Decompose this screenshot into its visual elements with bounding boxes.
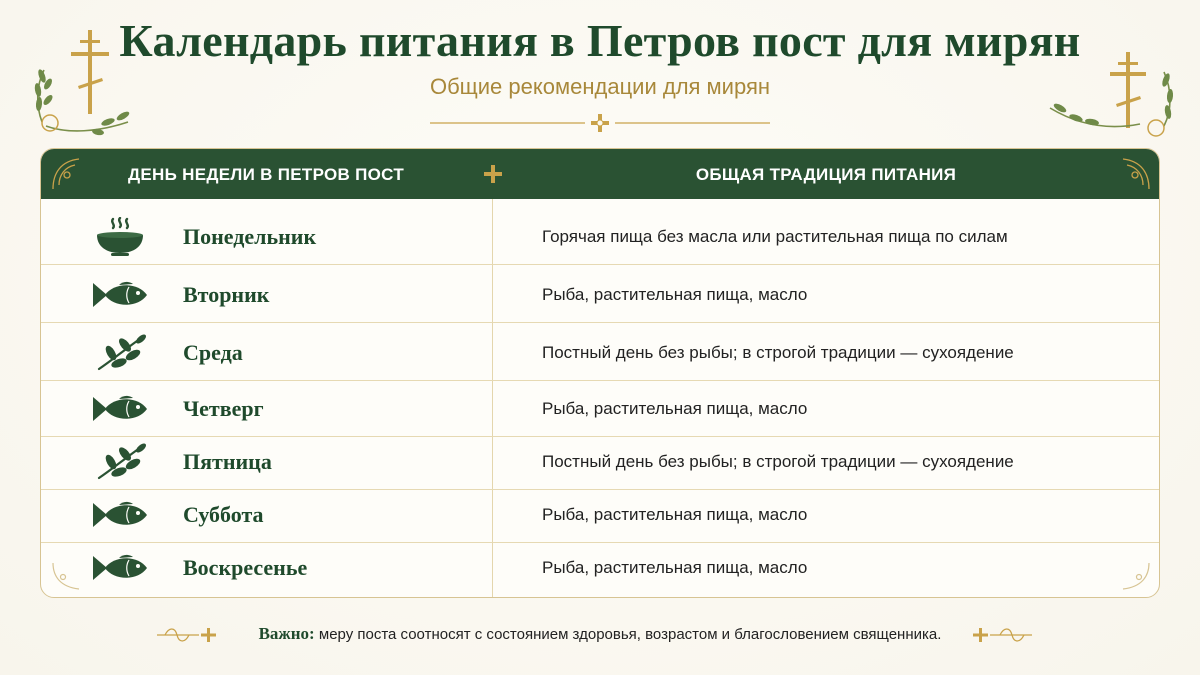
ornamental-divider-icon (430, 113, 770, 133)
fish-icon (89, 389, 151, 429)
table-row (41, 325, 1159, 381)
page-subtitle: Общие рекомендации для мирян (429, 74, 771, 99)
herb-branch-icon (89, 442, 151, 482)
food-tradition: Рыба, растительная пища, масло (542, 505, 808, 524)
table-row (41, 381, 1159, 437)
day-label: Пятница (183, 449, 272, 474)
fish-icon (89, 275, 151, 315)
corner-ornament-icon (49, 559, 83, 593)
day-label: Понедельник (183, 224, 317, 249)
table-row (41, 267, 1159, 323)
table-row (41, 434, 1159, 490)
food-tradition: Постный день без рыбы; в строгой традиции — сухоядение (542, 343, 1014, 362)
food-tradition: Рыба, растительная пища, масло (542, 285, 808, 304)
header-divider-ornament-icon (483, 164, 503, 184)
row-divider (41, 264, 1159, 265)
day-label: Воскресенье (183, 555, 308, 580)
fasting-calendar-table (40, 148, 1160, 598)
note-text: меру поста соотносят с состоянием здоровья, возрастом и благословением священника. (318, 626, 942, 643)
row-divider (41, 322, 1159, 323)
page-title: Календарь питания в Петров пост для мирян (119, 15, 1081, 66)
food-tradition: Рыба, растительная пища, масло (542, 399, 808, 418)
column-header-day: ДЕНЬ НЕДЕЛИ В ПЕТРОВ ПОСТ (127, 165, 405, 184)
table-row (41, 209, 1159, 265)
day-label: Среда (183, 340, 243, 365)
table-header (41, 149, 1159, 199)
note-label: Важно: (258, 624, 315, 643)
food-tradition: Рыба, растительная пища, масло (542, 558, 808, 577)
table-row (41, 487, 1159, 543)
day-label: Вторник (183, 282, 270, 307)
food-tradition: Горячая пища без масла или растительная пища по силам (542, 227, 1008, 246)
fish-icon (89, 495, 151, 535)
food-tradition: Постный день без рыбы; в строгой традиции — сухоядение (542, 452, 1014, 471)
table-row (41, 540, 1159, 596)
day-label: Суббота (183, 502, 264, 527)
herb-branch-icon (89, 333, 151, 373)
day-label: Четверг (183, 396, 264, 421)
column-header-food: ОБЩАЯ ТРАДИЦИЯ ПИТАНИЯ (695, 165, 957, 184)
footer-note (0, 624, 1200, 644)
fish-icon (89, 548, 151, 588)
soup-bowl-icon (89, 217, 151, 257)
corner-ornament-icon (1119, 559, 1153, 593)
